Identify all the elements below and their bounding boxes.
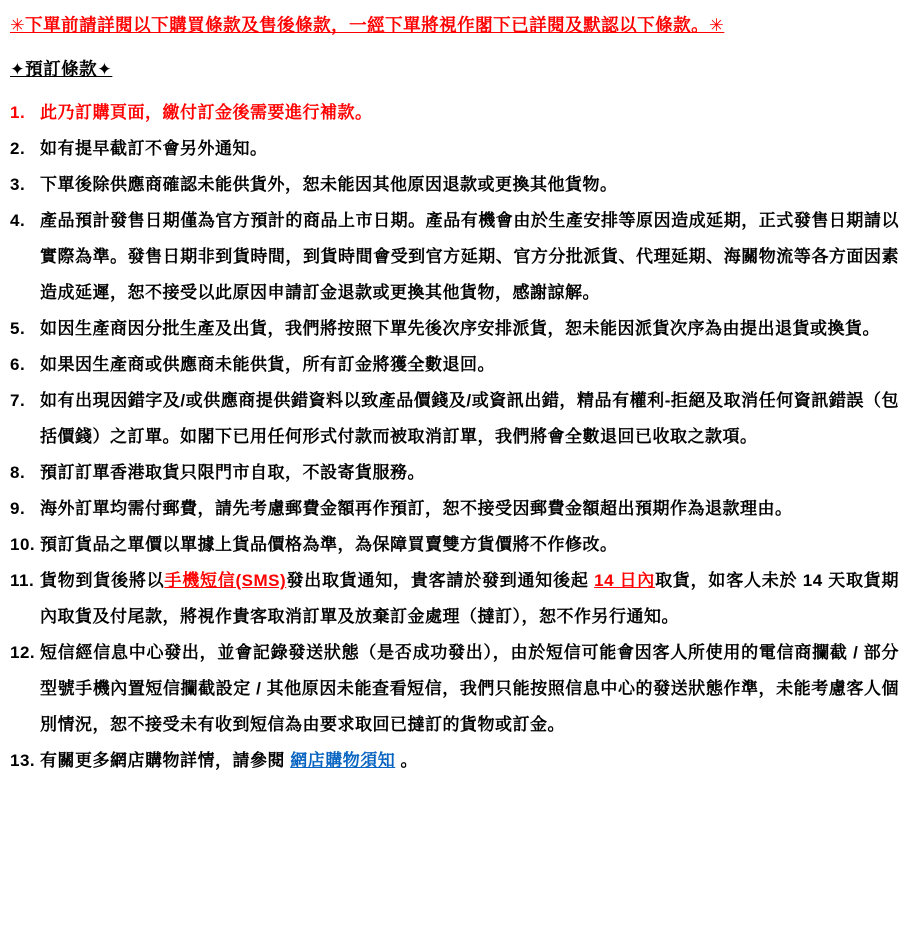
term-text <box>40 355 495 374</box>
term-number: 4. <box>10 211 26 231</box>
term-number: 1. <box>10 103 26 123</box>
text-segment: 短信經信息中心發出，並會記錄發送狀態（是否成功發出），由於短信可能會因客人所使用的電信商攔截 / 部分型號手機內置短信攔截設定 / 其他原因未能查看短信，我們只能按照信息中心的發送狀態作準，未能考慮客人個別情況，恕不接受未有收到短信為由要求取回已撻訂的貨物或訂金。 <box>40 643 899 735</box>
term-item <box>10 95 899 131</box>
term-item <box>10 203 899 311</box>
sms-highlight: 手機短信(SMS) <box>164 571 287 591</box>
text-segment: 此乃訂購頁面，繳付訂金後需要進行補款。 <box>40 103 373 123</box>
term-item <box>10 455 899 491</box>
text-segment: 預訂訂單香港取貨只限門市自取，不設寄貨服務。 <box>40 463 425 483</box>
term-number: 3. <box>10 175 26 195</box>
text-segment: 海外訂單均需付郵費，請先考慮郵費金額再作預訂，恕不接受因郵費金額超出預期作為退款理由。 <box>40 499 793 519</box>
term-number: 6. <box>10 355 26 375</box>
term-text <box>40 139 268 158</box>
page-title: ✳下單前請詳閱以下購買條款及售後條款，一經下單將視作閣下已詳閱及默認以下條款。✳ <box>10 15 725 35</box>
term-number: 12. <box>10 643 36 663</box>
store-shopping-guide-link[interactable]: 網店購物須知 <box>290 751 396 771</box>
text-segment: 發出取貨通知，貴客請於發到通知後起 <box>286 571 595 591</box>
term-item <box>10 167 899 203</box>
text-segment: 如有出現因錯字及/或供應商提供錯資料以致產品價錢及/或資訊出錯，精品有權利-拒絕及取消任何資訊錯誤（包括價錢）之訂單。如閣下已用任何形式付款而被取消訂單，我們將會全數退回已收取之款項。 <box>40 391 899 447</box>
term-text <box>40 211 899 302</box>
text-segment: 。 <box>395 751 418 771</box>
term-number: 5. <box>10 319 26 339</box>
term-text <box>40 175 618 194</box>
text-segment: 如因生產商因分批生產及出貨，我們將按照下單先後次序安排派貨，恕未能因派貨次序為由提出退貨或換貨。 <box>40 319 880 339</box>
text-segment: 有關更多網店購物詳情，請參閱 <box>40 751 291 771</box>
text-segment: 下單後除供應商確認未能供貨外，恕未能因其他原因退款或更換其他貨物。 <box>40 175 618 195</box>
term-text <box>40 751 418 770</box>
term-number: 7. <box>10 391 26 411</box>
term-number: 10. <box>10 535 36 555</box>
term-number: 8. <box>10 463 26 483</box>
term-number: 9. <box>10 499 26 519</box>
term-number: 13. <box>10 751 36 771</box>
term-text <box>40 571 899 626</box>
term-item <box>10 527 899 563</box>
term-text <box>40 319 880 338</box>
text-segment: 如果因生產商或供應商未能供貨，所有訂金將獲全數退回。 <box>40 355 495 375</box>
term-text <box>40 463 425 482</box>
section-title: ✦預訂條款✦ <box>10 59 113 80</box>
text-segment: 產品預計發售日期僅為官方預計的商品上市日期。產品有機會由於生產安排等原因造成延期，正式發售日期請以實際為準。發售日期非到貨時間，到貨時間會受到官方延期、官方分批派貨、代理延期、海關物流等各方面因素造成延遲，恕不接受以此原因申請訂金退款或更換其他貨物，感謝諒解。 <box>40 211 899 303</box>
term-item <box>10 347 899 383</box>
term-item <box>10 491 899 527</box>
preorder-terms-page <box>10 12 899 779</box>
terms-list <box>10 95 899 779</box>
text-segment: 如有提早截訂不會另外通知。 <box>40 139 268 159</box>
term-item <box>10 563 899 635</box>
text-segment: 預訂貨品之單價以單據上貨品價格為準，為保障買賣雙方貨價將不作修改。 <box>40 535 618 555</box>
term-number: 2. <box>10 139 26 159</box>
term-item <box>10 311 899 347</box>
term-text <box>40 643 899 734</box>
term-item <box>10 743 899 779</box>
term-item <box>10 635 899 743</box>
term-text <box>40 103 373 122</box>
term-text <box>40 391 899 446</box>
term-text <box>40 499 793 518</box>
term-text <box>40 535 618 554</box>
deadline-highlight: 14 日內 <box>594 571 656 591</box>
term-number: 11. <box>10 571 35 591</box>
term-item <box>10 383 899 455</box>
term-item <box>10 131 899 167</box>
text-segment: 貨物到貨後將以 <box>40 571 165 591</box>
text-segment: 取貨，如客人未於 14 天取貨期內取貨及付尾款，將視作貴客取消訂單及放棄訂金處理（撻訂），恕不作另行通知。 <box>40 571 900 627</box>
